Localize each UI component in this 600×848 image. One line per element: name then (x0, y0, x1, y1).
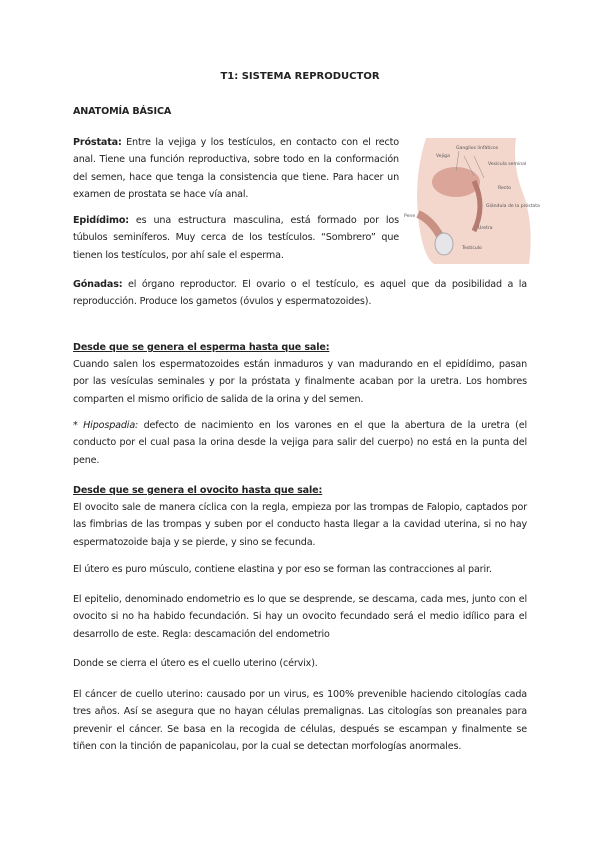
term: Hipospadia: (83, 420, 139, 431)
paragraph-cervix: Donde se cierra el útero es el cuello uterino (cérvix). (73, 658, 318, 669)
figure-label: Ganglios linfáticos (456, 146, 499, 151)
figure-label: Vejiga (436, 154, 450, 159)
figure-label: Glándula de la próstata (486, 204, 540, 209)
definition: el órgano reproductor. El ovario o el testículo, es aquel que da posibilidad a la reproducción. Produce los gametos (óvulos y espermatozoides). (73, 279, 527, 308)
figure-label: Recto (498, 186, 511, 191)
paragraph-prostata (73, 134, 399, 203)
anatomy-figure (404, 136, 540, 264)
paragraph-epididimo (73, 212, 399, 264)
term: Próstata: (73, 137, 122, 148)
term: Gónadas: (73, 279, 123, 290)
figure-label: Pene (404, 214, 416, 219)
paragraph-epitelio: El epitelio, denominado endometrio es lo que se desprende, se descama, cada mes, junto con el ovocito si no ha habido fecundación. Si hay un ovocito fecundado será el medio idílico para el desarrollo de este. Regla: descamación del endometrio (73, 594, 527, 640)
definition: Entre la vejiga y los testículos, en contacto con el recto anal. Tiene una función reproductiva, sobre todo en la conformación del semen, hace que tenga la consistencia que tiene. Para hacer un examen de prostata se hace vía anal. (73, 137, 399, 200)
figure-label: Testículo (462, 246, 482, 251)
paragraph-esperma: Cuando salen los espermatozoides están inmaduros y van madurando en el epidídimo, pasan por las vesículas seminales y por la próstata y finalmente acaban por la uretra. Los hombres comparten el mismo orificio de salida de la orina y del semen. (73, 359, 527, 405)
asterisk: * (73, 420, 84, 431)
male-anatomy-illustration (404, 136, 534, 264)
definition: es una estructura masculina, está formado por los túbulos seminíferos. Muy cerca de los testículos. “Sombrero” que tienen los testículos, por ahí sale el esperma. (73, 215, 399, 261)
section-heading: ANATOMÍA BÁSICA (73, 106, 172, 117)
figure-label: Uretra (478, 226, 493, 231)
heading-esperma: Desde que se genera el esperma hasta que sale: (73, 342, 330, 353)
definition: defecto de nacimiento en los varones en el que la abertura de la uretra (el conducto por el cual pasa la orina desde la vejiga para salir del cuerpo) no está en la punta del pene. (73, 420, 527, 466)
paragraph-utero: El útero es puro músculo, contiene elastina y por eso se forman las contracciones al parir. (73, 564, 492, 575)
paragraph-cancer: El cáncer de cuello uterino: causado por un virus, es 100% prevenible haciendo citologías cada tres años. Así se asegura que no hayan células premalignas. Las citologías son preanales para prevenir el cáncer. Se basa en la recogida de células, después se escampan y finalmente se tiñen con la tinción de papanicolau, por la cual se detectan morfologías anormales. (73, 689, 527, 752)
figure-label: Vesícula seminal (488, 162, 527, 167)
paragraph-hipospadia (73, 417, 527, 469)
document-title: T1: SISTEMA REPRODUCTOR (220, 71, 380, 82)
paragraph-ovocito: El ovocito sale de manera cíclica con la regla, empieza por las trompas de Falopio, captados por las fimbrias de las trompas y suben por el conducto hasta llegar a la cavidad uterina, si no hay espermatozoide baja y se pierde, y sino se fecunda. (73, 502, 527, 548)
paragraph-gonadas (73, 276, 527, 311)
term: Epidídimo: (73, 215, 129, 226)
heading-ovocito: Desde que se genera el ovocito hasta que sale: (73, 485, 323, 496)
